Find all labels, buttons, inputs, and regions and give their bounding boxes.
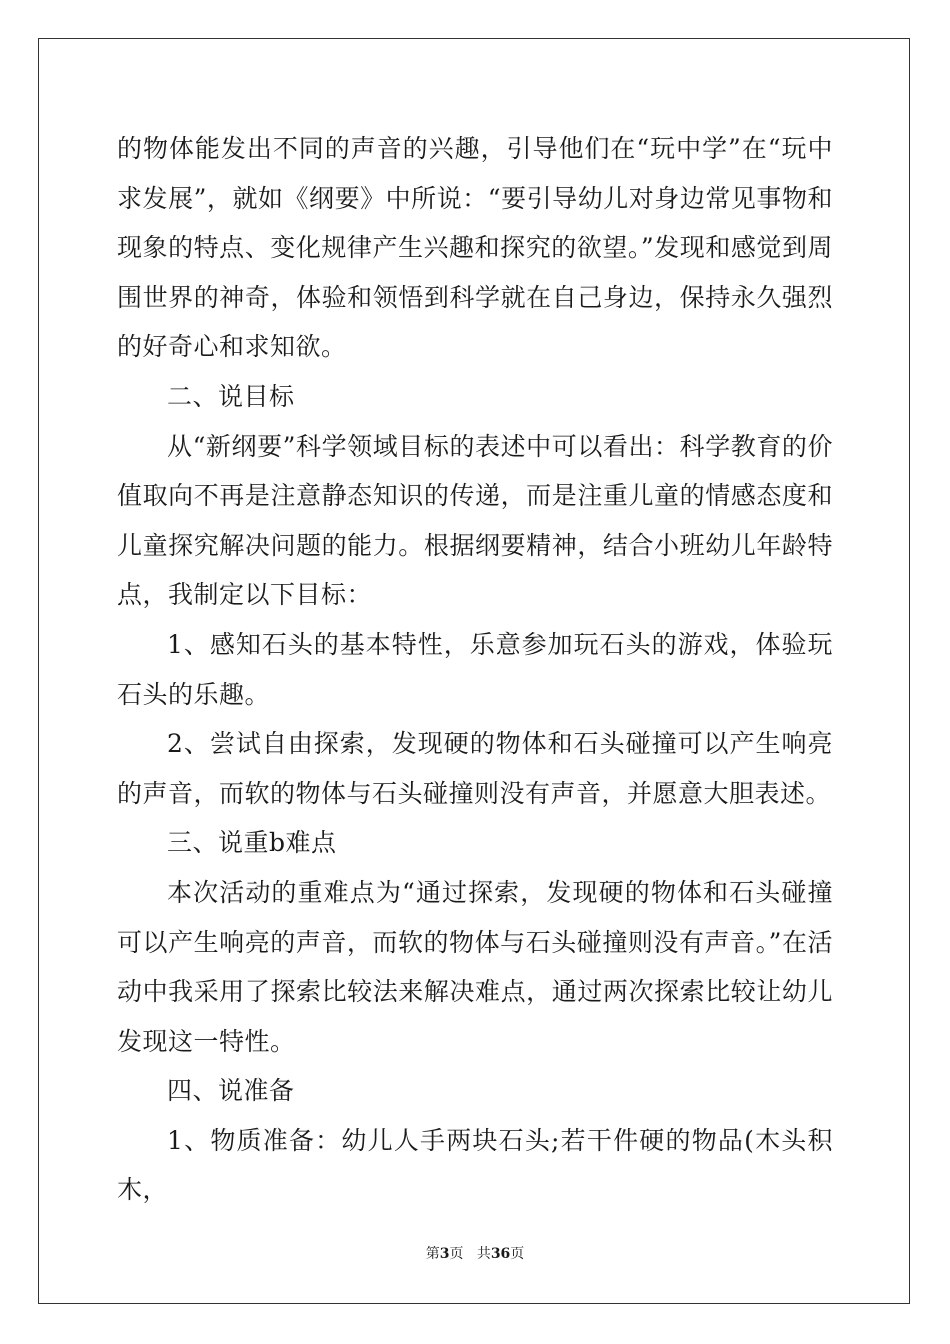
objective-item-1: 1、感知石头的基本特性，乐意参加玩石头的游戏，体验玩石头的乐趣。 bbox=[117, 629, 833, 709]
page-prefix: 第 bbox=[425, 1246, 440, 1262]
paragraph-key-points: 本次活动的重难点为“通过探索，发现硬的物体和石头碰撞可以产生响亮的声音，而软的物体与石头碰撞则没有声音。”在活动中我采用了探索比较法来解决难点，通过两次探索比较让幼儿发现这一特性。 bbox=[117, 877, 833, 1056]
section-heading-objectives: 二、说目标 bbox=[167, 381, 295, 411]
paragraph-objectives-intro: 从“新纲要”科学领域目标的表述中可以看出：科学教育的价值取向不再是注意静态知识的传递，而是注重儿童的情感态度和儿童探究解决问题的能力。根据纲要精神，结合小班幼儿年龄特点，我制定以下目标： bbox=[117, 431, 833, 610]
preparation-item-1: 1、物质准备：幼儿人手两块石头;若干件硬的物品(木头积木， bbox=[117, 1125, 833, 1205]
page-total: 36 bbox=[490, 1246, 511, 1262]
paragraph-continuation: 的物体能发出不同的声音的兴趣，引导他们在“玩中学”在“玩中求发展”，就如《纲要》中所说：“要引导幼儿对身边常见事物和现象的特点、变化规律产生兴趣和探究的欲望。”发现和感觉到周围世界的神奇，体验和领悟到科学就在自己身边，保持永久强烈的好奇心和求知欲。 bbox=[117, 134, 833, 362]
page-suffix: 页 bbox=[449, 1246, 464, 1262]
page-current: 3 bbox=[439, 1246, 450, 1262]
document-body bbox=[117, 124, 833, 1215]
total-prefix: 共 bbox=[476, 1246, 491, 1262]
page-footer bbox=[0, 1244, 950, 1264]
total-suffix: 页 bbox=[510, 1246, 525, 1262]
objective-item-2: 2、尝试自由探索，发现硬的物体和石头碰撞可以产生响亮的声音，而软的物体与石头碰撞则没有声音，并愿意大胆表述。 bbox=[117, 729, 833, 808]
section-heading-preparation: 四、说准备 bbox=[167, 1076, 295, 1106]
section-heading-key-points: 三、说重b难点 bbox=[167, 828, 337, 858]
